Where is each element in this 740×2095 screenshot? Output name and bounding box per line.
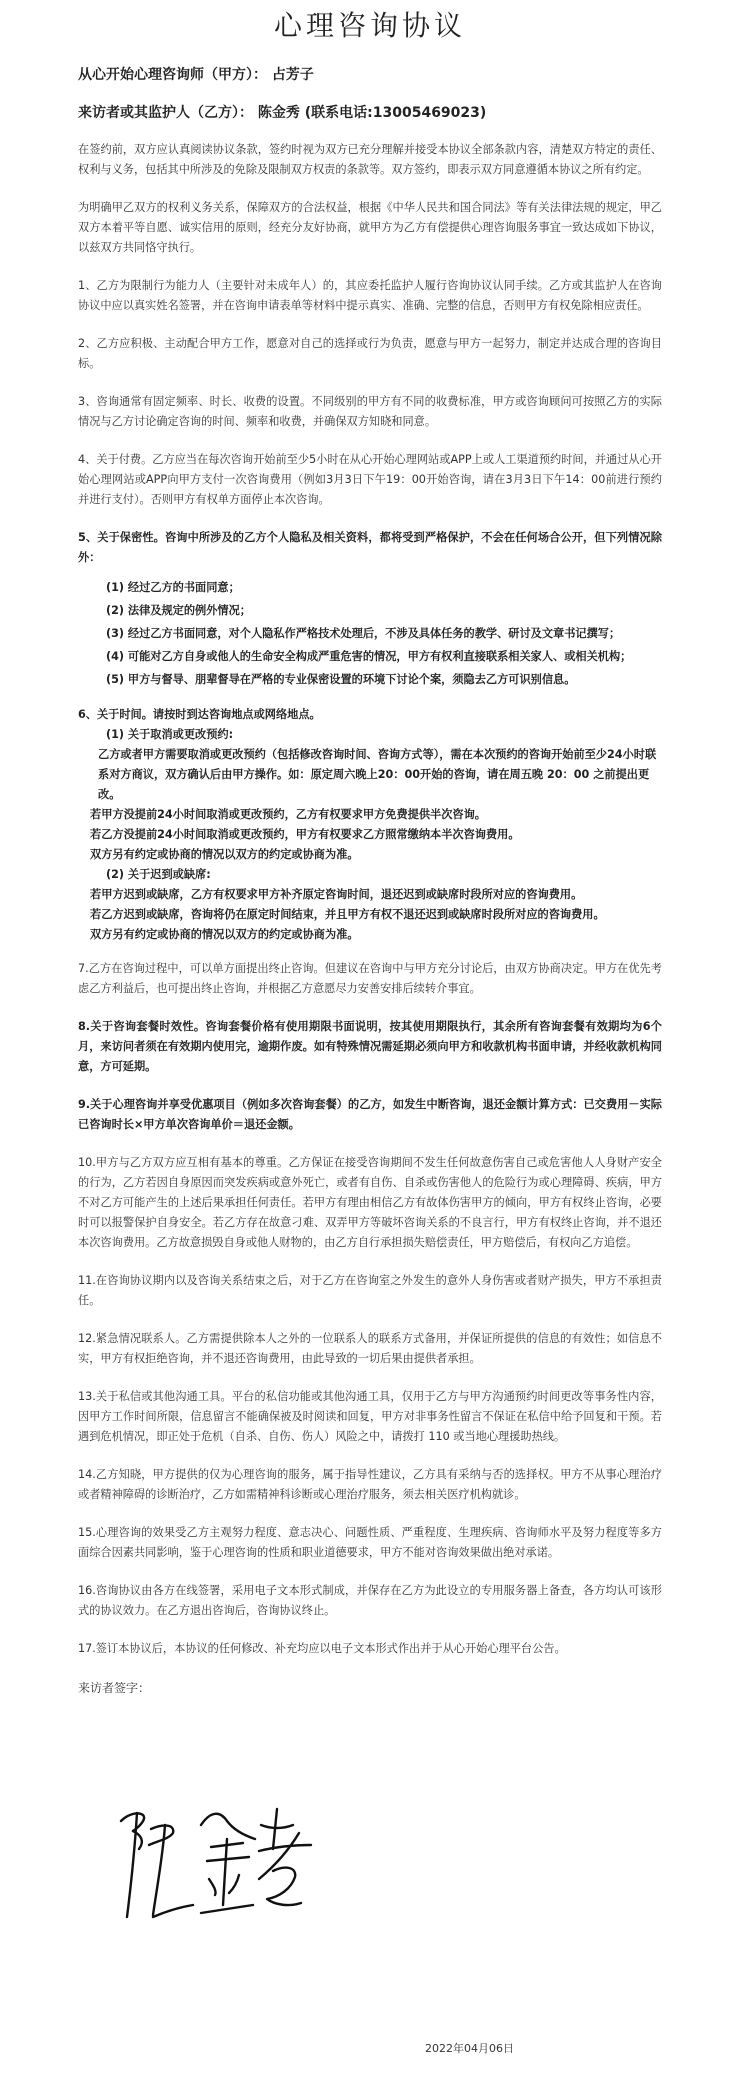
clause-6-heading: 6、关于时间。请按时到达咨询地点或网络地点。 bbox=[78, 708, 321, 721]
clause-4: 4、关于付费。乙方应当在每次咨询开始前至少5小时在从心开始心理网站或APP上或人工渠道预约时间，并通过从心开始心理网站或APP向甲方支付一次咨询费用（例如3月3日下午19：00开始咨询，请在3月3日下午14：00前进行预约并进行支付）。否则甲方有权单方面停止本次咨询。 bbox=[78, 453, 662, 506]
party-b: 来访者或其监护人（乙方）： 陈金秀 (联系电话:13005469023) bbox=[78, 105, 487, 121]
clause-11: 11.在咨询协议期内以及咨询关系结束之后，对于乙方在咨询室之外发生的意外人身伤害或者财产损失，甲方不承担责任。 bbox=[78, 1274, 662, 1307]
clause-5: 5、关于保密性。咨询中所涉及的乙方个人隐私及相关资料，都将受到严格保护，不会在任何场合公开，但下列情况除外： bbox=[78, 531, 662, 564]
intro-paragraph-1: 在签约前，双方应认真阅读协议条款，签约时视为双方已充分理解并接受本协议全部条款内容，清楚双方特定的责任、权利与义务，包括其中所涉及的免除及限制双方权责的条款等。双方签约，即表示双方同意遵循本协议之所有约定。 bbox=[78, 143, 662, 176]
clause-2: 2、乙方应积极、主动配合甲方工作，愿意对自己的选择或行为负责，愿意与甲方一起努力，制定并达成合理的咨询目标。 bbox=[78, 337, 662, 370]
clause-6 bbox=[78, 705, 662, 945]
clause-16: 16.咨询协议由各方在线签署，采用电子文本形式制成，并保存在乙方为此设立的专用服务器上备查，各方均认可该形式的协议效力。在乙方退出咨询后，咨询协议终止。 bbox=[78, 1584, 662, 1617]
clause-1: 1、乙方为限制行为能力人（主要针对未成年人）的，其应委托监护人履行咨询协议认同手续。乙方或其监护人在咨询协议中应以真实姓名签署，并在咨询申请表单等材料中提示真实、准确、完整的信息，否则甲方有权免除相应责任。 bbox=[78, 279, 662, 312]
clause-6-sub-1: (1) 关于取消或更改预约: bbox=[106, 728, 234, 741]
clause-7: 7.乙方在咨询过程中，可以单方面提出终止咨询。但建议在咨询中与甲方充分讨论后，由双方协商决定。甲方在优先考虑乙方利益后，也可提出终止咨询，并根据乙方意愿尽力安善安排后续转介事宜。 bbox=[78, 962, 662, 995]
signature-label: 来访者签字： bbox=[78, 1681, 151, 1695]
date-text: 2022年04月06日 bbox=[425, 2042, 514, 2055]
clause-9: 9.关于心理咨询并享受优惠项目（例如多次咨询套餐）的乙方，如发生中断咨询，退还金额计算方式：已交费用－实际已咨询时长×甲方单次咨询单价＝退还金额。 bbox=[78, 1098, 662, 1131]
clause-6-sub-2: (2) 关于迟到或缺席: bbox=[106, 868, 211, 881]
clause-12: 12.紧急情况联系人。乙方需提供除本人之外的一位联系人的联系方式备用，并保证所提供的信息的有效性；如信息不实，甲方有权拒绝咨询，并不退还咨询费用，由此导致的一切后果由提供者承担。 bbox=[78, 1332, 662, 1365]
clause-5-list bbox=[78, 576, 662, 691]
list-item: (4) 可能对乙方自身或他人的生命安全构成严重危害的情况，甲方有权利直接联系相关家人、或相关机构； bbox=[106, 650, 632, 663]
page-title: 心理咨询协议 bbox=[273, 9, 466, 42]
clause-15: 15.心理咨询的效果受乙方主观努力程度、意志决心、问题性质、严重程度、生理疾病、咨询师水平及努力程度等多方面综合因素共同影响，鉴于心理咨询的性质和职业道德要求，甲方不能对咨询效果做出绝对承诺。 bbox=[78, 1526, 662, 1559]
clause-3: 3、咨询通常有固定频率、时长、收费的设置。不同级别的甲方有不同的收费标准，甲方或咨询顾问可按照乙方的实际情况与乙方讨论确定咨询的时间、频率和收费，并确保双方知晓和同意。 bbox=[78, 395, 662, 428]
list-item: (1) 经过乙方的书面同意； bbox=[106, 581, 240, 594]
clause-6-p7: 双方另有约定或协商的情况以双方的约定或协商为准。 bbox=[90, 928, 359, 941]
list-item: (5) 甲方与督导、朋辈督导在严格的专业保密设置的环境下讨论个案，须隐去乙方可识别信息。 bbox=[106, 673, 576, 686]
intro-paragraph-2: 为明确甲乙双方的权利义务关系，保障双方的合法权益，根据《中华人民共和国合同法》等有关法律法规的规定，甲乙双方本着平等自愿、诚实信用的原则，经充分友好协商，就甲方为乙方有偿提供心理咨询服务事宜一致达成如下协议，以兹双方共同恪守执行。 bbox=[78, 201, 662, 254]
signature-image bbox=[115, 1795, 325, 1925]
clause-14: 14.乙方知晓，甲方提供的仅为心理咨询的服务，属于指导性建议，乙方具有采纳与否的选择权。甲方不从事心理治疗或者精神障碍的诊断治疗，乙方如需精神科诊断或心理治疗服务，须去相关医疗机构就诊。 bbox=[78, 1468, 662, 1501]
clause-6-p2: 若甲方没提前24小时间取消或更改预约，乙方有权要求甲方免费提供半次咨询。 bbox=[90, 808, 486, 821]
clause-6-p5: 若甲方迟到或缺席，乙方有权要求甲方补齐原定咨询时间，退还迟到或缺席时段所对应的咨询费用。 bbox=[90, 888, 583, 901]
clause-10: 10.甲方与乙方双方应互相有基本的尊重。乙方保证在接受咨询期间不发生任何故意伤害自己或危害他人人身财产安全的行为，乙方若因自身原因而突发疾病或意外死亡，或者有自伤、自杀或伤害他人的危险行为或心理障碍、疾病，甲方不对乙方可能产生的上述后果承担任何责任。若甲方有理由相信乙方有故体伤害甲方的倾向，甲方有权终止咨询，必要时可以报警保护自身安全。若乙方存在故意刁难、双弄甲方等破坏咨询关系的不良言行，甲方有权终止咨询，并不退还本次咨询费用。乙方故意损毁自身或他人财物的，由乙方自行承担损失赔偿责任，甲方赔偿后，有权向乙方追偿。 bbox=[78, 1156, 662, 1249]
clause-6-p3: 若乙方没提前24小时间取消或更改预约，甲方有权要求乙方照常缴纳本半次咨询费用。 bbox=[90, 828, 520, 841]
clause-13: 13.关于私信或其他沟通工具。平台的私信功能或其他沟通工具，仅用于乙方与甲方沟通预约时间更改等事务性内容，因甲方工作时间所限，信息留言不能确保被及时阅读和回复，甲方对非事务性留言不保证在私信中给予回复和干预。若遇到危机情况，即正处于危机（自杀、自伤、伤人）风险之中，请拨打 110 或当地心理援助热线。 bbox=[78, 1390, 662, 1443]
clause-6-p1: 乙方或者甲方需要取消或更改预约（包括修改咨询时间、咨询方式等），需在本次预约的咨询开始前至少24小时联系对方商议，双方确认后由甲方操作。如：原定周六晚上20：00开始的咨询，请在周五晚 20：00 之前提出更改。 bbox=[98, 748, 657, 801]
clause-8: 8.关于咨询套餐时效性。咨询套餐价格有使用期限书面说明，按其使用期限执行，其余所有咨询套餐有效期均为6个月，来访问者须在有效期内使用完，逾期作废。如有特殊情况需延期必须向甲方和收款机构书面申请，并经收款机构同意，方可延期。 bbox=[78, 1020, 662, 1073]
list-item: (2) 法律及规定的例外情况； bbox=[106, 604, 251, 617]
clause-6-p4: 双方另有约定或协商的情况以双方的约定或协商为准。 bbox=[90, 848, 359, 861]
party-a: 从心开始心理咨询师（甲方）： 占芳子 bbox=[78, 67, 314, 83]
list-item: (3) 经过乙方书面同意，对个人隐私作严格技术处理后，不涉及具体任务的教学、研讨及文章书记撰写； bbox=[106, 627, 621, 640]
clause-17: 17.签订本协议后，本协议的任何修改、补充均应以电子文本形式作出并于从心开始心理平台公告。 bbox=[78, 1642, 566, 1655]
clause-6-p6: 若乙方迟到或缺席，咨询将仍在原定时间结束，并且甲方有权不退还迟到或缺席时段所对应的咨询费用。 bbox=[90, 908, 605, 921]
